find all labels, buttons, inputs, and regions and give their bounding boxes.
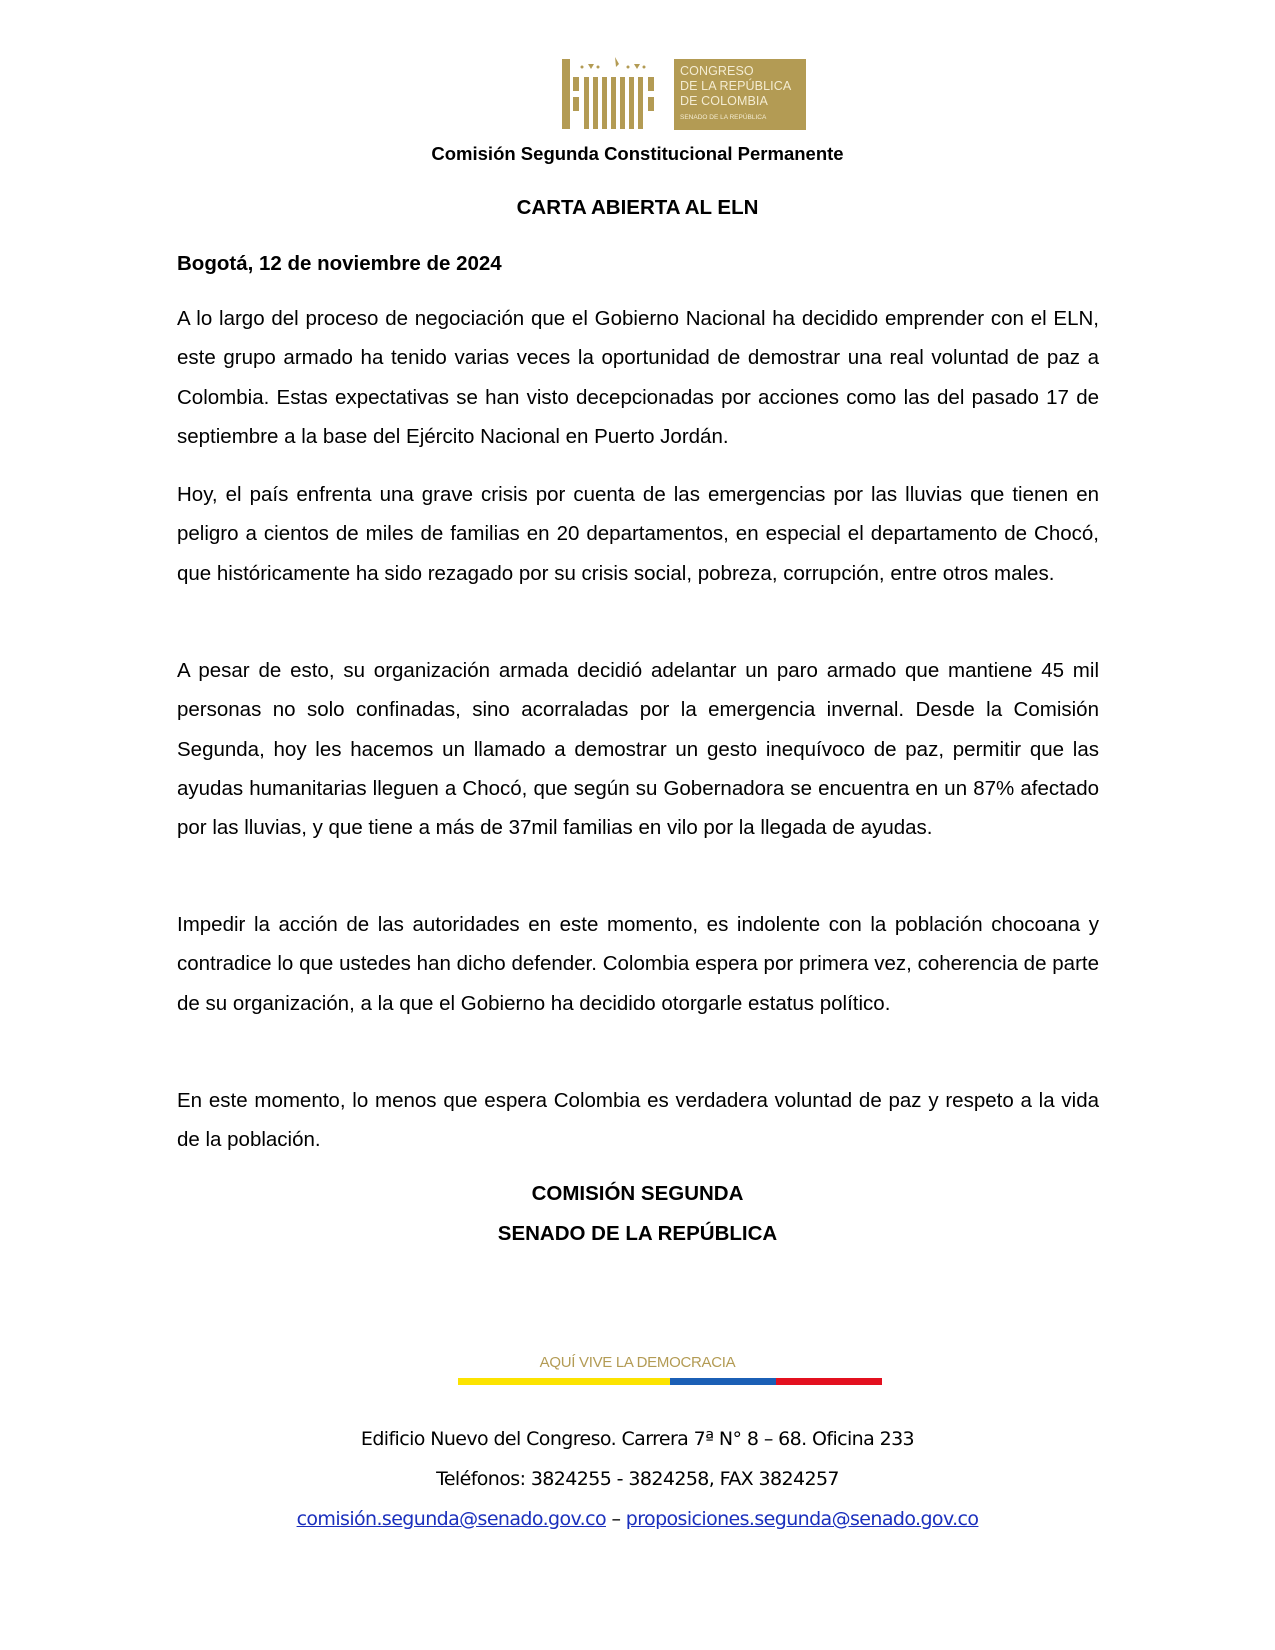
- logo-text-line4: SENADO DE LA REPÚBLICA: [680, 114, 767, 121]
- flag-blue-stripe: [670, 1378, 776, 1385]
- paragraph-4: Impedir la acción de las autoridades en este momento, es indolente con la población chocoana y contradice lo que ustedes han dicho defender. Colombia espera por primera vez, coherencia de parte de su organización, a la que el Gobierno ha decidido otorgarle estatus político.: [177, 913, 1099, 1015]
- signature-line-1: COMISIÓN SEGUNDA: [531, 1182, 744, 1205]
- logo-text-line2: DE LA REPÚBLICA: [680, 79, 792, 93]
- logo-text-panel: [674, 59, 806, 130]
- flag-yellow-stripe: [458, 1378, 670, 1385]
- email-separator: –: [611, 1508, 621, 1530]
- paragraph-3: A pesar de esto, su organización armada decidió adelantar un paro armado que mantiene 45 mil personas no solo confinadas, sino acorraladas por la emergencia invernal. Desde la Comisión Segunda, hoy les hacemos un llamado a demostrar un gesto inequívoco de paz, permitir que las ayudas humanitarias lleguen a Chocó, que según su Gobernadora se encuentra en un 87% afectado por las lluvias, y que tiene a más de 37mil familias en vilo por la llegada de ayudas.: [177, 659, 1099, 840]
- flag-red-stripe: [776, 1378, 882, 1385]
- signature-line-2: SENADO DE LA REPÚBLICA: [497, 1222, 778, 1245]
- capitol-emblem-icon: [560, 55, 670, 131]
- footer-address: Edificio Nuevo del Congreso. Carrera 7ª N° 8 – 68. Oficina 233: [360, 1428, 915, 1450]
- dateline: Bogotá, 12 de noviembre de 2024: [177, 252, 502, 275]
- congreso-logo: [560, 55, 810, 131]
- logo-text-line3: DE COLOMBIA: [680, 94, 768, 108]
- logo-text-line1: CONGRESO: [680, 64, 754, 78]
- slogan: AQUÍ VIVE LA DEMOCRACIA: [539, 1354, 736, 1371]
- letter-title: CARTA ABIERTA AL ELN: [516, 196, 759, 219]
- footer-phones: Teléfonos: 3824255 - 3824258, FAX 3824257: [436, 1468, 839, 1490]
- colombia-flag-bar: [458, 1378, 882, 1385]
- footer-emails: [0, 1508, 1275, 1530]
- paragraph-5: En este momento, lo menos que espera Colombia es verdadera voluntad de paz y respeto a la vida de la población.: [177, 1089, 1099, 1152]
- email-link-proposiciones[interactable]: proposiciones.segunda@senado.gov.co: [625, 1508, 979, 1530]
- commission-heading: Comisión Segunda Constitucional Permanente: [431, 143, 844, 164]
- email-link-comision[interactable]: comisión.segunda@senado.gov.co: [296, 1508, 606, 1530]
- paragraph-2: Hoy, el país enfrenta una grave crisis por cuenta de las emergencias por las lluvias que tienen en peligro a cientos de miles de familias en 20 departamentos, en especial el departamento de Chocó, que históricamente ha sido rezagado por su crisis social, pobreza, corrupción, entre otros males.: [177, 483, 1099, 585]
- paragraph-1: A lo largo del proceso de negociación que el Gobierno Nacional ha decidido emprender con el ELN, este grupo armado ha tenido varias veces la oportunidad de demostrar una real voluntad de paz a Colombia. Estas expectativas se han visto decepcionadas por acciones como las del pasado 17 de septiembre a la base del Ejército Nacional en Puerto Jordán.: [177, 307, 1099, 448]
